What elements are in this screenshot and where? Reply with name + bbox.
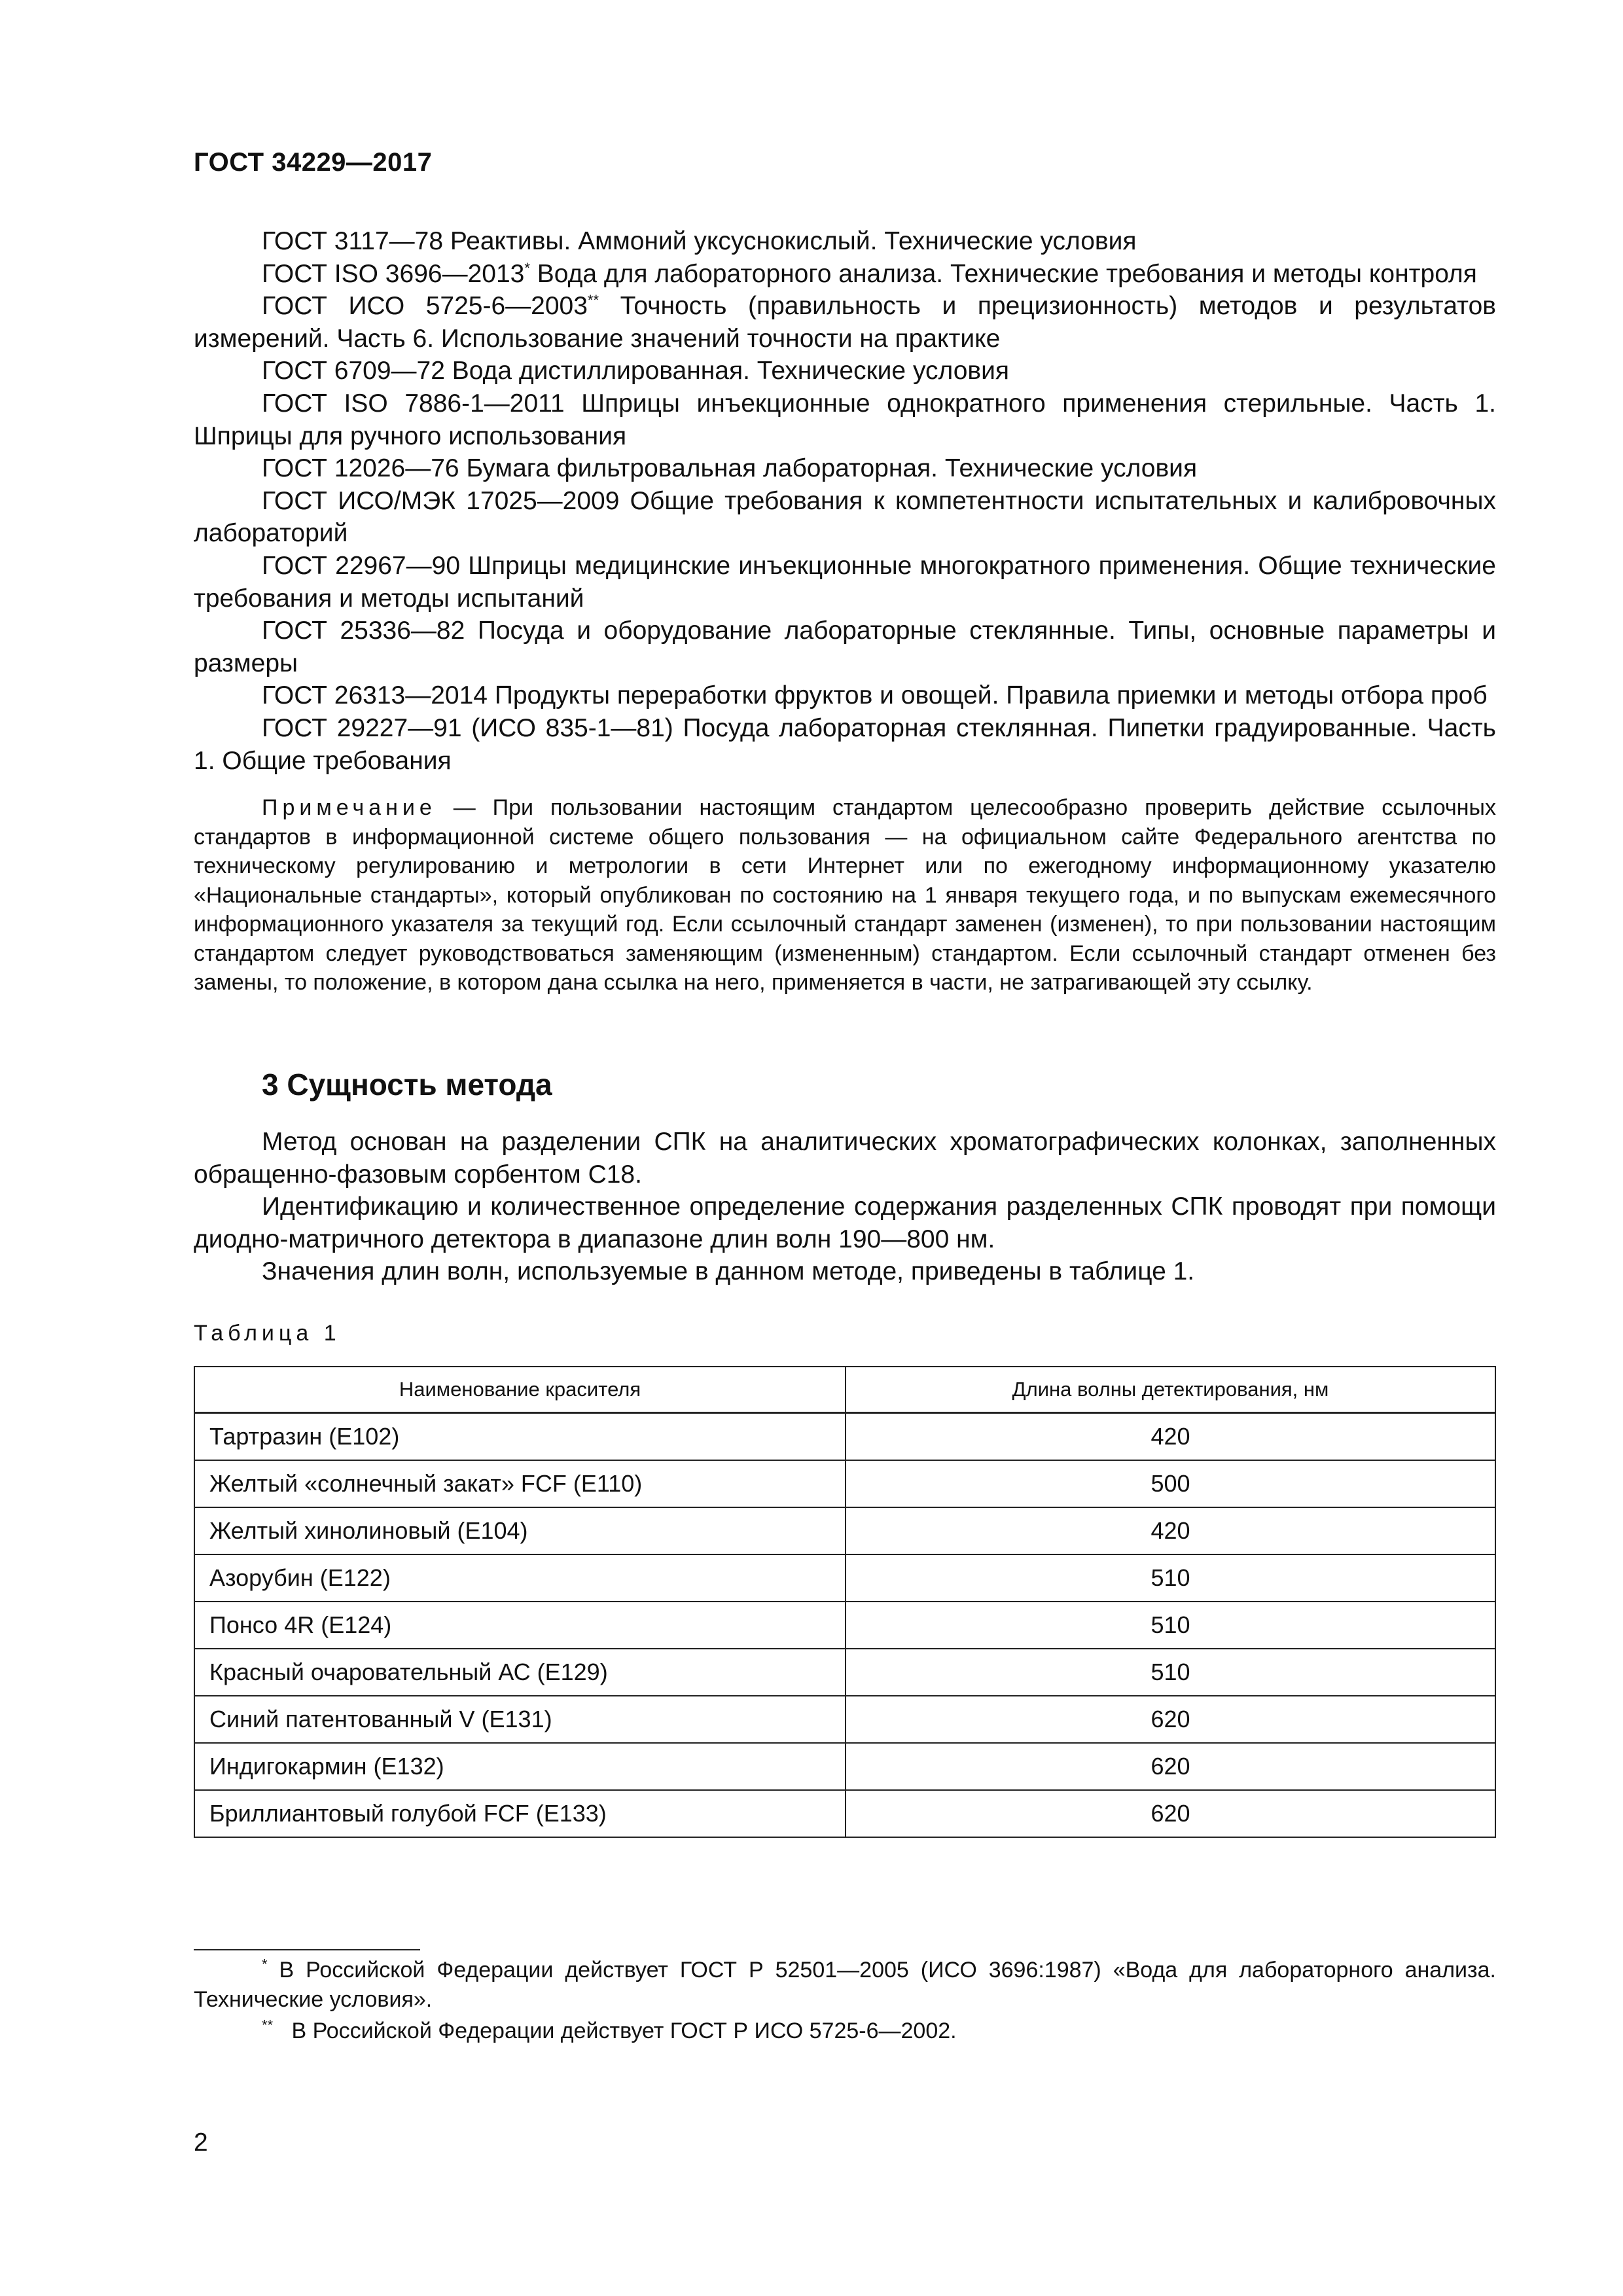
method-paragraph: Идентификацию и количественное определение содержания разделенных СПК проводят при помощи диодно-матричного детектора в диапазоне длин волн 190—800 нм. [194,1193,1496,1253]
dye-name: Бриллиантовый голубой FCF (Е133) [194,1790,846,1837]
wavelength-value: 420 [846,1413,1495,1461]
dye-name: Красный очаровательный АС (Е129) [194,1649,846,1696]
column-header-wavelength: Длина волны детектирования, нм [846,1367,1495,1413]
wavelength-value: 510 [846,1649,1495,1696]
table-row [194,1507,1495,1554]
wavelength-value: 620 [846,1696,1495,1743]
wavelength-value: 500 [846,1460,1495,1507]
footnote-marker: * [524,259,530,276]
dye-name: Желтый «солнечный закат» FCF (Е110) [194,1460,846,1507]
reference-item: ГОСТ 22967—90 Шприцы медицинские инъекционные многократного применения. Общие технические требования и методы испытаний [194,551,1496,613]
note-text: — При пользовании настоящим стандартом целесообразно проверить действие ссылочных стандартов в информационной системе общего пользования — на официальном сайте Федерального агентства по техническому регулированию и метрологии в сети Интернет или по ежегодному информационному указателю «Национальные стандарты», который опубликован по состоянию на 1 января текущего года, и по выпускам ежемесячного информационного указателя за текущий год. Если ссылочный стандарт заменен (изменен), то при пользовании настоящим стандартом следует руководствоваться заменяющим (измененным) стандартом. Если ссылочный стандарт отменен без замены, то положение, в котором дана ссылка на него, применяется в части, не затрагивающей эту ссылку. [194,795,1496,995]
dye-name: Тартразин (Е102) [194,1413,846,1461]
dye-name: Индигокармин (Е132) [194,1743,846,1790]
table-row [194,1790,1495,1837]
reference-item: ГОСТ ИСО 5725-6—2003** Точность (правильность и прецизионность) методов и результатов измерений. Часть 6. Использование значений точности на практике [194,292,1497,353]
footnote-marker: ** [587,292,599,309]
table-row [194,1554,1495,1602]
note-paragraph [194,793,1496,997]
reference-item: ГОСТ ИСО/МЭК 17025—2009 Общие требования к компетентности испытательных и калибровочных лабораторий [194,486,1496,548]
dye-name: Синий патентованный V (Е131) [194,1696,846,1743]
reference-item: ГОСТ 25336—82 Посуда и оборудование лабораторные стеклянные. Типы, основные параметры и размеры [194,617,1496,677]
page-number: 2 [194,2128,208,2157]
wavelength-value: 420 [846,1507,1495,1554]
table-row [194,1602,1495,1649]
table-row [194,1413,1495,1461]
footnote-divider [194,1949,420,1950]
section-heading: 3 Сущность метода [262,1067,552,1102]
dye-name: Понсо 4R (Е124) [194,1602,846,1649]
dye-wavelength-table [194,1366,1496,1838]
wavelength-value: 510 [846,1554,1495,1602]
method-description [194,1126,1496,1288]
table-row [194,1649,1495,1696]
dye-name: Азорубин (Е122) [194,1554,846,1602]
column-header-dye: Наименование красителя [194,1367,846,1413]
wavelength-value: 620 [846,1743,1495,1790]
table-row [194,1696,1495,1743]
method-paragraph: Значения длин волн, используемые в данном методе, приведены в таблице 1. [262,1257,1195,1286]
footnote-item: * В Российской Федерации действует ГОСТ Р 52501—2005 (ИСО 3696:1987) «Вода для лабораторного анализа. Технические условия». [194,1956,1496,2012]
footnote-marker: * [262,1956,268,1973]
footnote-marker: ** [262,2017,274,2034]
reference-item: ГОСТ 3117—78 Реактивы. Аммоний уксуснокислый. Технические условия [262,227,1137,255]
reference-item: ГОСТ 29227—91 (ИСО 835-1—81) Посуда лабораторная стеклянная. Пипетки градуированные. Часть 1. Общие требования [194,713,1496,775]
normative-references [194,225,1496,777]
wavelength-value: 510 [846,1602,1495,1649]
dye-name: Желтый хинолиновый (Е104) [194,1507,846,1554]
footnote-item: ** В Российской Федерации действует ГОСТ Р ИСО 5725-6—2002. [262,2017,957,2043]
reference-item: ГОСТ 26313—2014 Продукты переработки фруктов и овощей. Правила приемки и методы отбора проб [262,681,1488,710]
reference-item: ГОСТ 12026—76 Бумага фильтровальная лабораторная. Технические условия [262,454,1198,483]
document-id: ГОСТ 34229—2017 [194,148,433,177]
reference-item: ГОСТ ISO 3696—2013* Вода для лабораторного анализа. Технические требования и методы контроля [262,259,1477,288]
footnotes [194,1956,1496,2046]
table-caption: Таблица 1 [194,1321,341,1346]
table-header-row [194,1367,1495,1413]
reference-item: ГОСТ 6709—72 Вода дистиллированная. Технические условия [262,357,1010,386]
table-row [194,1743,1495,1790]
note-label: Примечание [262,795,437,820]
table-row [194,1460,1495,1507]
method-paragraph: Метод основан на разделении СПК на аналитических хроматографических колонках, заполненных обращенно-фазовым сорбентом С18. [194,1128,1496,1189]
wavelength-value: 620 [846,1790,1495,1837]
reference-item: ГОСТ ISO 7886-1—2011 Шприцы инъекционные однократного применения стерильные. Часть 1. Шприцы для ручного использования [194,389,1496,450]
